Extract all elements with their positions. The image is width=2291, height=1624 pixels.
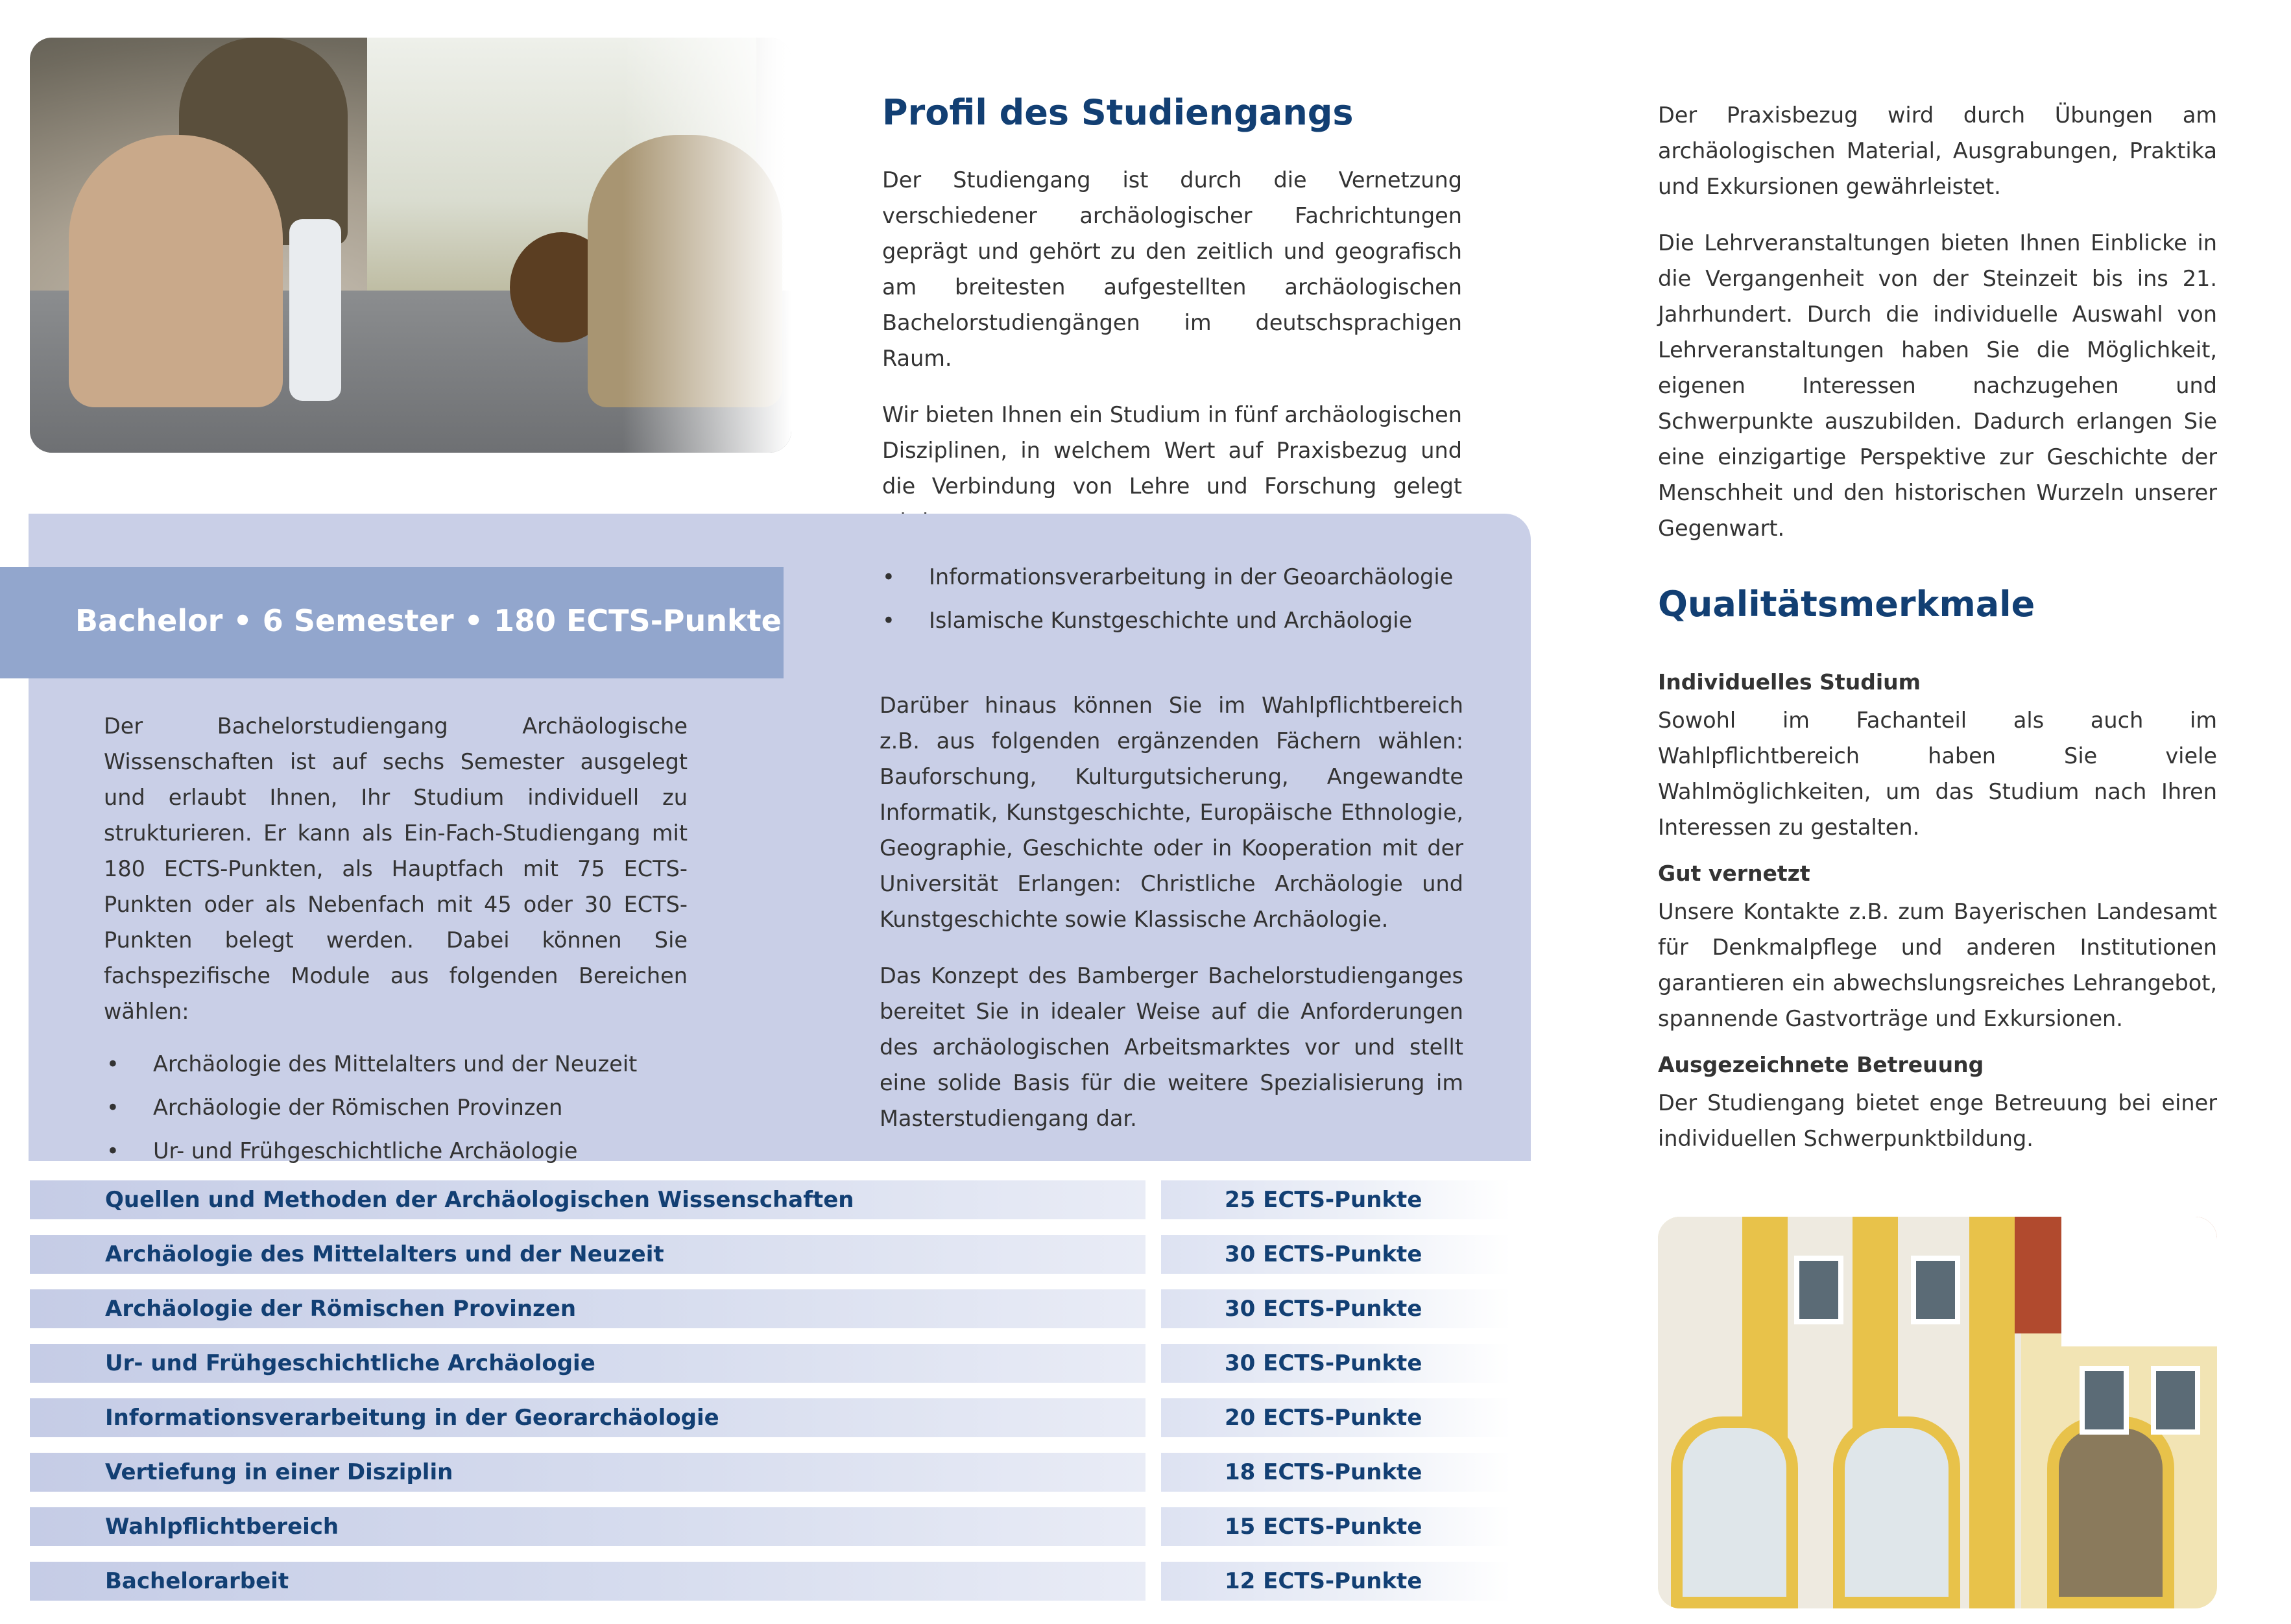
table-row-ects <box>1161 1235 1511 1274</box>
module-ects: 20 ECTS-Punkte <box>1225 1405 1422 1431</box>
konzept-text: Das Konzept des Bamberger Bachelorstudienganges bereitet Sie in idealer Weise auf die Anforderungen des archäologischen Arbeitsmarktes vor und stellt eine solide Basis für die weitere Spezialisierung im Masterstudiengang dar. <box>880 963 1463 1131</box>
quality-text-3: Der Studiengang bietet enge Betreuung bei einer individuellen Schwerpunktbildung. <box>1658 1090 2217 1151</box>
areas-list-right <box>880 555 1463 642</box>
table-row-ects <box>1161 1453 1511 1492</box>
list-item: • Islamische Kunstgeschichte und Archäologie <box>880 599 1463 642</box>
module-name: Archäologie des Mittelalters und der Neuzeit <box>105 1241 664 1267</box>
table-row-ects <box>1161 1562 1511 1601</box>
table-row-ects <box>1161 1344 1511 1383</box>
module-ects: 15 ECTS-Punkte <box>1225 1514 1422 1540</box>
table-row <box>30 1235 1146 1274</box>
list-item: • Ur- und Frühgeschichtliche Archäologie <box>104 1129 688 1173</box>
profil-paragraph-1: Der Studiengang ist durch die Vernetzung verschiedener archäologischer Fachrichtungen geprägt und gehört zu den zeitlich und geografisch am breitesten aufgestellten archäologischen Bachelorstudiengängen im deutschsprachigen Raum. <box>882 167 1462 371</box>
module-ects: 18 ECTS-Punkte <box>1225 1459 1422 1485</box>
areas-list-left <box>104 1042 688 1173</box>
module-name: Archäologie der Römischen Provinzen <box>105 1296 577 1322</box>
table-row <box>30 1562 1146 1601</box>
table-row <box>30 1453 1146 1492</box>
profil-text <box>882 162 1462 540</box>
list-item: • Archäologie der Römischen Provinzen <box>104 1086 688 1129</box>
building-photo <box>1658 1217 2217 1608</box>
quality-text-2: Unsere Kontakte z.B. zum Bayerischen Landesamt für Denkmalpflege und anderen Institutionen garantieren ein abwechslungsreiches Lehrangebot, spannende Gastvorträge und Exkursionen. <box>1658 899 2217 1031</box>
quality-text-1: Sowohl im Fachanteil als auch im Wahlpflichtbereich haben Sie viele Wahlmöglichkeiten, um das Studium nach Ihren Interessen zu gestalten. <box>1658 708 2217 840</box>
table-row-ects <box>1161 1289 1511 1328</box>
quality-title-3: Ausgezeichnete Betreuung <box>1658 1052 1984 1077</box>
module-name: Vertiefung in einer Disziplin <box>105 1459 453 1485</box>
module-ects: 30 ECTS-Punkte <box>1225 1350 1422 1376</box>
module-name: Ur- und Frühgeschichtliche Archäologie <box>105 1350 595 1376</box>
profil-paragraph-2: Wir bieten Ihnen ein Studium in fünf archäologischen Disziplinen, in welchem Wert auf Praxisbezug und die Verbindung von Lehre und Forschung gelegt <box>882 402 1462 499</box>
praxis-paragraph-2: Die Lehrveranstaltungen bieten Ihnen Einblicke in die Vergangenheit von der Steinzeit bis ins 21. Jahrhundert. Durch die individuelle Auswahl von Lehrveranstaltungen haben Sie die Möglichkeit, eigenen Interessen nachzugehen und Schwerpunkte auszubilden. Dadurch erlangen Sie eine einzigartige Perspektive zur Geschichte der Menschheit und den historischen Wurzeln unserer Gegenwart. <box>1658 230 2217 541</box>
table-row-ects <box>1161 1398 1511 1437</box>
table-row-ects <box>1161 1507 1511 1546</box>
table-row-ects <box>1161 1180 1511 1219</box>
table-row <box>30 1289 1146 1328</box>
table-row <box>30 1398 1146 1437</box>
praxis-paragraph-1: Der Praxisbezug wird durch Übungen am archäologischen Material, Ausgrabungen, Praktika und Exkursionen gewährleistet. <box>1658 102 2217 199</box>
module-name: Wahlpflichtbereich <box>105 1514 339 1540</box>
module-ects: 30 ECTS-Punkte <box>1225 1296 1422 1322</box>
module-name: Quellen und Methoden der Archäologischen Wissenschaften <box>105 1187 854 1213</box>
table-row <box>30 1180 1146 1219</box>
profil-heading: Profil des Studiengangs <box>882 92 1354 133</box>
list-item: • Archäologie des Mittelalters und der Neuzeit <box>104 1042 688 1086</box>
module-ects: 25 ECTS-Punkte <box>1225 1187 1422 1213</box>
table-row <box>30 1344 1146 1383</box>
praxis-text <box>1658 97 2217 546</box>
quality-list <box>1658 669 2217 1156</box>
bachelor-right-column <box>880 555 1463 1136</box>
quality-title-2: Gut vernetzt <box>1658 861 1810 886</box>
quality-title-1: Individuelles Studium <box>1658 669 1921 695</box>
wahlpflicht-text: Darüber hinaus können Sie im Wahlpflichtbereich z.B. aus folgenden ergänzenden Fächern wählen: Bauforschung, Kulturgutsicherung, Angewandte Informatik, Kunstgeschichte, Europäische Ethnologie, Geographie, Geschichte oder in Kooperation mit der Universität Erlangen: Christliche Archäologie und Kunstgeschichte sowie Klassische Archäologie. <box>880 693 1463 932</box>
module-name: Bachelorarbeit <box>105 1568 289 1594</box>
bachelor-banner <box>0 567 784 678</box>
list-item: • Informationsverarbeitung in der Geoarchäologie <box>880 555 1463 599</box>
bachelor-left-column <box>104 708 688 1173</box>
bachelor-intro: Der Bachelorstudiengang Archäologische Wissenschaften ist auf sechs Semester ausgelegt und erlaubt Ihnen, Ihr Studium individuell zu strukturieren. Er kann als Ein-Fach-Studiengang mit 180 ECTS-Punkten, als Hauptfach mit 75 ECTS-Punkten oder als Nebenfach mit 45 oder 30 ECTS-Punkten belegt werden. Dabei können Sie fachspezifische Module aus folgenden Bereichen wählen: <box>104 713 688 1024</box>
quality-heading: Qualitätsmerkmale <box>1658 584 2035 625</box>
lab-photo <box>30 38 791 453</box>
module-name: Informationsverarbeitung in der Georarchäologie <box>105 1405 719 1431</box>
bachelor-banner-text: Bachelor • 6 Semester • 180 ECTS-Punkte <box>75 603 782 638</box>
table-row <box>30 1507 1146 1546</box>
module-ects: 12 ECTS-Punkte <box>1225 1568 1422 1594</box>
module-ects: 30 ECTS-Punkte <box>1225 1241 1422 1267</box>
